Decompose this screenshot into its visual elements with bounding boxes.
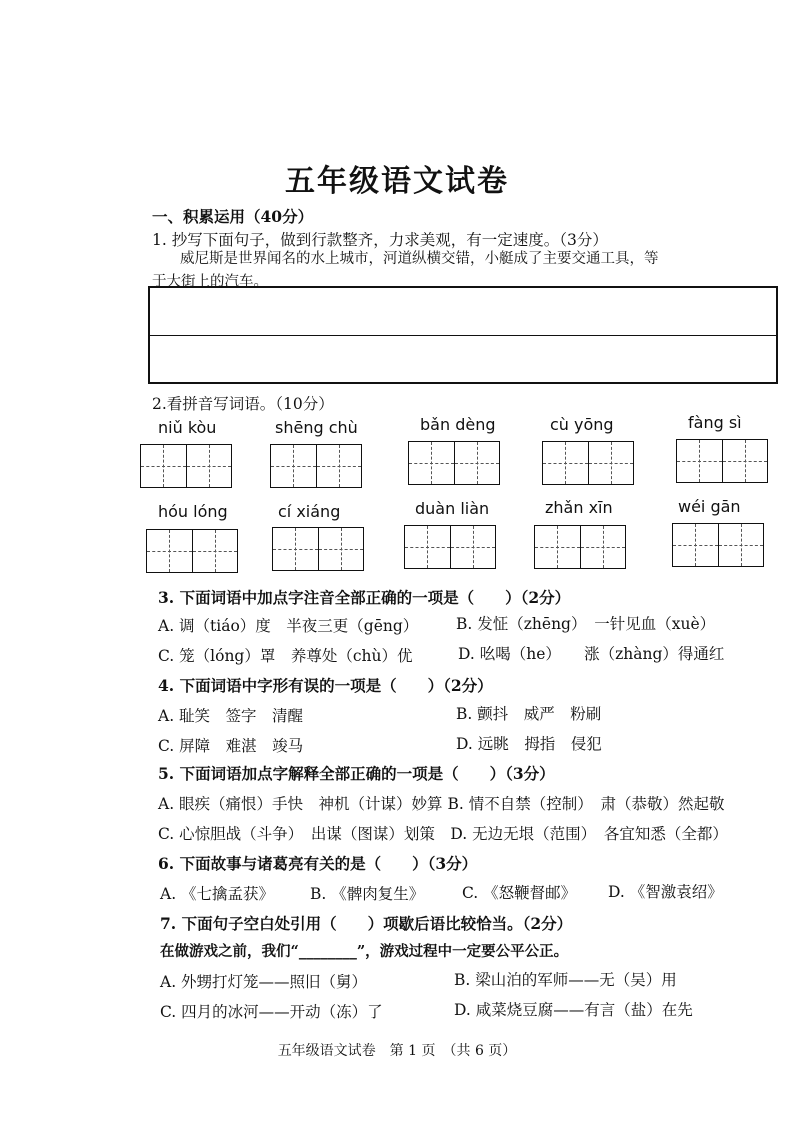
q7-prompt: 7. 下面句子空白处引用（ ）项歇后语比较恰当。（2分） [160, 914, 573, 933]
q4-option-b: B. 颤抖 威严 粉刷 [456, 705, 602, 723]
pinyin-label: wéi gān [678, 497, 741, 516]
section-heading: 一、积累运用（40分） [152, 207, 314, 226]
page-footer: 五年级语文试卷 第 1 页 （共 6 页） [277, 1043, 517, 1059]
q5-options-ab: A. 眼疾（痛恨）手快 神机（计谋）妙算 B. 情不自禁（控制） 肃（恭敬）然起敬 [158, 795, 725, 813]
q3-option-a: A. 调（tiáo）度 半夜三更（gēng） [158, 617, 419, 635]
pinyin-label: bǎn dèng [420, 415, 496, 434]
q6-option-d: D. 《智激袁绍》 [608, 883, 723, 901]
copy-box-divider [150, 335, 776, 336]
q1-text-line2: 于大街上的汽车。 [152, 274, 268, 290]
answer-grid[interactable] [672, 523, 764, 567]
q3-prompt: 3. 下面词语中加点字注音全部正确的一项是（ ）（2分） [158, 588, 571, 607]
q7-option-b: B. 梁山泊的军师——无（吴）用 [454, 971, 677, 989]
q1-copy-box[interactable] [148, 286, 778, 384]
q2-prompt: 2.看拼音写词语。（10分） [152, 395, 334, 413]
q4-prompt: 4. 下面词语中字形有误的一项是（ ）（2分） [158, 676, 493, 695]
answer-grid[interactable] [542, 441, 634, 485]
q3-option-b: B. 发怔（zhēng） 一针见血（xuè） [456, 615, 716, 633]
answer-grid[interactable] [404, 525, 496, 569]
answer-grid[interactable] [676, 439, 768, 483]
q6-prompt: 6. 下面故事与诸葛亮有关的是（ ）（3分） [158, 854, 478, 873]
q7-option-d: D. 咸菜烧豆腐——有言（盐）在先 [454, 1001, 693, 1019]
pinyin-label: fàng sì [688, 413, 742, 432]
pinyin-label: hóu lóng [158, 502, 228, 521]
q4-option-d: D. 远眺 拇指 侵犯 [456, 735, 602, 753]
q7-sentence: 在做游戏之前，我们“________”，游戏过程中一定要公平公正。 [160, 943, 569, 960]
pinyin-label: cí xiáng [278, 502, 341, 521]
pinyin-label: duàn liàn [415, 499, 490, 518]
pinyin-label: shēng chù [275, 418, 358, 437]
pinyin-label: niǔ kòu [158, 418, 217, 437]
q3-option-c: C. 笼（lóng）罩 养尊处（chù）优 [158, 647, 413, 665]
q4-option-a: A. 耻笑 签字 清醒 [158, 707, 304, 725]
q6-option-a: A. 《七擒孟获》 [160, 885, 275, 903]
pinyin-label: zhǎn xīn [545, 498, 613, 517]
q3-option-d: D. 吆喝（he） 涨（zhàng）得通红 [458, 645, 725, 663]
pinyin-label: cù yōng [550, 415, 614, 434]
q1-text-line1: 威尼斯是世界闻名的水上城市，河道纵横交错，小艇成了主要交通工具，等 [180, 251, 659, 267]
q7-option-a: A. 外甥打灯笼——照旧（舅） [160, 973, 368, 991]
q4-option-c: C. 屏障 难湛 竣马 [158, 737, 304, 755]
answer-grid[interactable] [408, 441, 500, 485]
q1-prompt: 1. 抄写下面句子，做到行款整齐，力求美观，有一定速度。（3分） [152, 231, 608, 249]
answer-grid[interactable] [272, 527, 364, 571]
page-title: 五年级语文试卷 [285, 164, 509, 199]
answer-grid[interactable] [146, 529, 238, 573]
q6-option-c: C. 《怒鞭督邮》 [462, 884, 577, 902]
answer-grid[interactable] [140, 444, 232, 488]
answer-grid[interactable] [270, 444, 362, 488]
q5-options-cd: C. 心惊胆战（斗争） 出谋（图谋）划策 D. 无边无垠（范围） 各宜知悉（全都） [158, 825, 728, 843]
q7-option-c: C. 四月的冰河——开动（冻）了 [160, 1003, 383, 1021]
q6-option-b: B. 《髀肉复生》 [310, 885, 425, 903]
answer-grid[interactable] [534, 525, 626, 569]
q5-prompt: 5. 下面词语加点字解释全部正确的一项是（ ）（3分） [158, 764, 555, 783]
